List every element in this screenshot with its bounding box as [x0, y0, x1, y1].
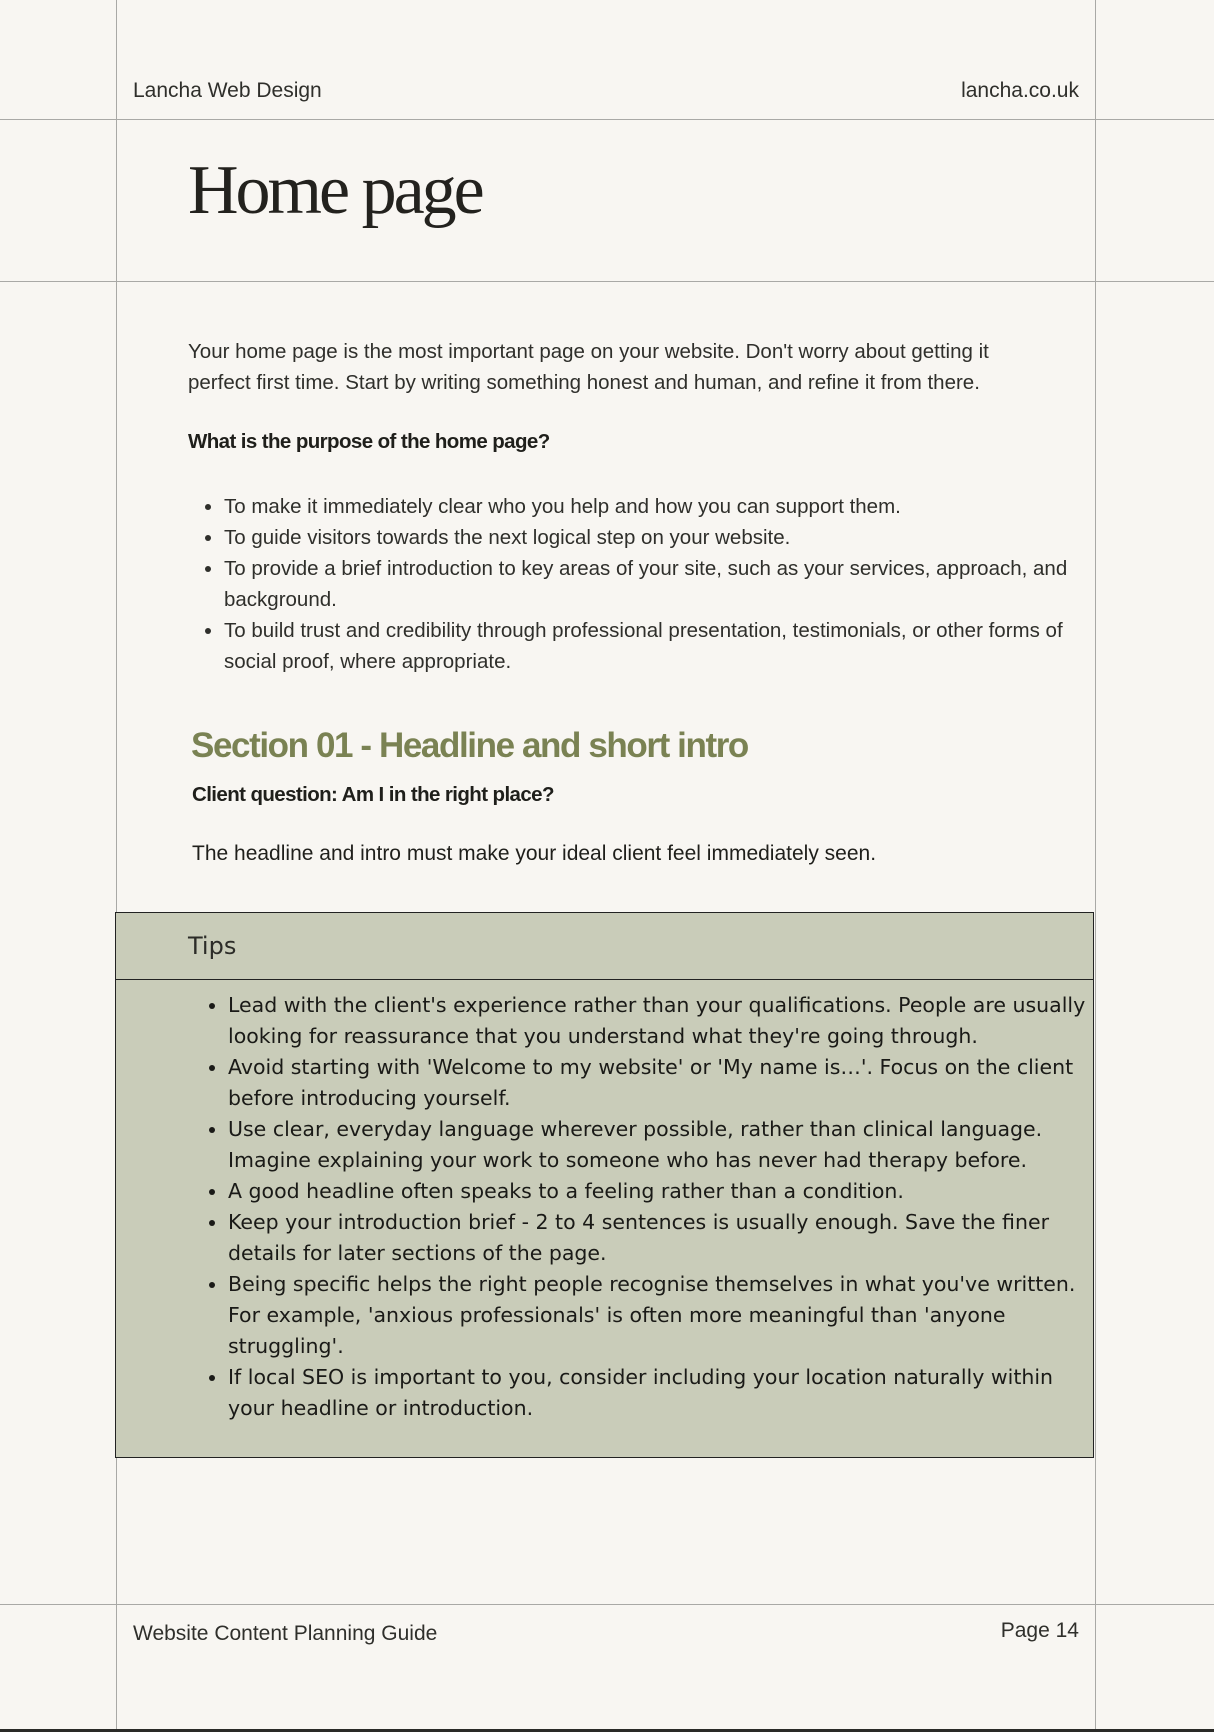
header-website: lancha.co.uk [961, 79, 1079, 102]
purpose-list [188, 491, 1074, 677]
list-item: • Use clear, everyday language wherever possible, rather than clinical language. Imagine explaining your work to someone who has never had therapy before. [228, 1114, 1088, 1176]
client-question: Client question: Am I in the right place? [192, 783, 554, 806]
intro-paragraph: Your home page is the most important page on your website. Don't worry about getting it perfect first time. Start by writing something honest and human, and refine it from there. [188, 340, 989, 394]
grid-line-vertical-left [116, 0, 117, 1732]
list-item: • Lead with the client's experience rather than your qualifications. People are usually looking for reassurance that you understand what they're going through. [228, 990, 1088, 1052]
list-item: • Keep your introduction brief - 2 to 4 sentences is usually enough. Save the finer details for later sections of the page. [228, 1207, 1088, 1269]
list-item: • To guide visitors towards the next logical step on your website. [224, 522, 1074, 553]
list-item: • A good headline often speaks to a feeling rather than a condition. [228, 1176, 1088, 1207]
tips-box [115, 912, 1094, 1458]
list-item: • To provide a brief introduction to key areas of your site, such as your services, approach, and background. [224, 553, 1074, 615]
list-item: • If local SEO is important to you, consider including your location naturally within your headline or introduction. [228, 1362, 1088, 1424]
header-brand: Lancha Web Design [133, 79, 322, 102]
list-item: • To build trust and credibility through professional presentation, testimonials, or other forms of social proof, where appropriate. [224, 615, 1074, 677]
list-item: • Avoid starting with 'Welcome to my website' or 'My name is…'. Focus on the client before introducing yourself. [228, 1052, 1088, 1114]
grid-line-vertical-right [1095, 0, 1096, 1732]
page-title: Home page [188, 152, 482, 229]
section-text: The headline and intro must make your ideal client feel immediately seen. [192, 842, 877, 865]
footer-guide-title: Website Content Planning Guide [133, 1622, 438, 1645]
list-item: • To make it immediately clear who you help and how you can support them. [224, 491, 1074, 522]
grid-line-horizontal-header [0, 119, 1214, 120]
section-heading: Section 01 - Headline and short intro [191, 726, 748, 765]
footer-page-number: Page 14 [1000, 1619, 1079, 1642]
purpose-heading: What is the purpose of the home page? [188, 430, 550, 453]
tips-header [116, 913, 1093, 980]
tips-title: Tips [188, 932, 237, 960]
grid-line-horizontal-footer [0, 1604, 1214, 1605]
grid-line-horizontal-title [0, 281, 1214, 282]
list-item: • Being specific helps the right people recognise themselves in what you've written. For example, 'anxious professionals' is often more meaningful than 'anyone struggling'. [228, 1269, 1088, 1362]
tips-list [192, 990, 1088, 1424]
